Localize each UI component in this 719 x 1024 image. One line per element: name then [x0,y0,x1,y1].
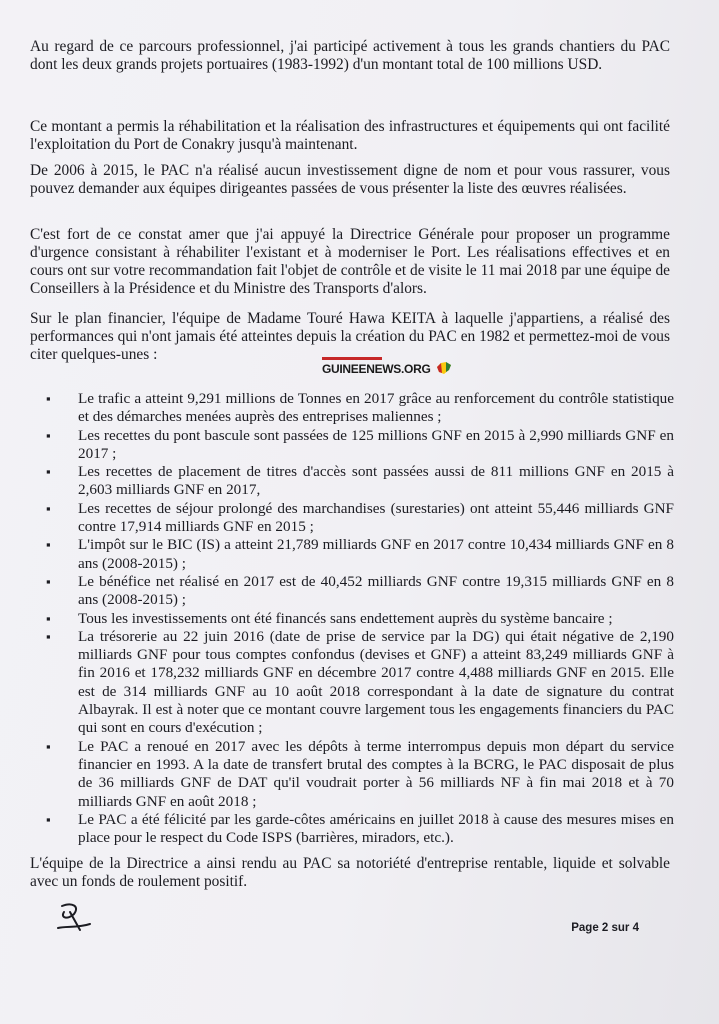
logo-text: GUINEENEWS.ORG [322,362,431,376]
paragraph-urgency-program: C'est fort de ce constat amer que j'ai appuyé la Directrice Générale pour proposer un programme d'urgence consistant à réhabiliter l'existant et à moderniser le Port. Les réalisations effectives et en cours ont sur votre recommandation fait l'objet de contrôle et de visite le 11 mai 2018 par une équipe de Conseillers à la Présidence et du Ministre des Transports d'alors. [30,226,670,297]
guinea-map-icon [436,361,452,375]
paragraph-closing: L'équipe de la Directrice a ainsi rendu au PAC sa notoriété d'entreprise rentable, liquide et solvable avec un fonds de roulement positif. [30,855,670,890]
list-item: ▪ Les recettes de placement de titres d'accès sont passées aussi de 811 millions GNF en 2015 à 2,603 milliards GNF en 2017, [44,463,674,500]
handwritten-signature [50,898,98,938]
achievements-list [44,390,674,847]
list-item: ▪ Le PAC a été félicité par les garde-côtes américains en juillet 2018 à cause des mesures mises en place pour le respect du Code ISPS (barrières, miradors, etc.). [44,811,674,848]
guineenews-logo [322,361,452,376]
list-item: ▪ Tous les investissements ont été financés sans endettement auprès du système bancaire ; [44,610,674,628]
list-item: ▪ Le trafic a atteint 9,291 millions de Tonnes en 2017 grâce au renforcement du contrôle statistique et des démarches menées auprès des entreprises maliennes ; [44,390,674,427]
paragraph-amount: Ce montant a permis la réhabilitation et la réalisation des infrastructures et équipements qui ont facilité l'exploitation du Port de Conakry jusqu'à maintenant. [30,118,670,153]
list-item: ▪ Les recettes du pont bascule sont passées de 125 millions GNF en 2015 à 2,990 milliards GNF en 2017 ; [44,427,674,464]
list-item: ▪ Les recettes de séjour prolongé des marchandises (surestaries) ont atteint 55,446 milliards GNF contre 17,914 milliards GNF en 2015 ; [44,500,674,537]
list-item: ▪ Le PAC a renoué en 2017 avec les dépôts à terme interrompus depuis mon départ du service financier en 1993. A la date de transfert brutal des comptes à la BCRG, le PAC disposait de plus de 36 milliards GNF de DAT qu'il voudrait porter à 56 milliards NF à fin mai 2018 et à 70 milliards GNF en août 2018 ; [44,738,674,811]
paragraph-2006-2015: De 2006 à 2015, le PAC n'a réalisé aucun investissement digne de nom et pour vous rassurer, vous pouvez demander aux équipes dirigeantes passées de vous présenter la liste des œuvres réalisées. [30,162,670,197]
paragraph-career: Au regard de ce parcours professionnel, j'ai participé activement à tous les grands chantiers du PAC dont les deux grands projets portuaires (1983-1992) d'un montant total de 100 millions USD. [30,38,670,73]
paragraph-financial: Sur le plan financier, l'équipe de Madame Touré Hawa KEITA à laquelle j'appartiens, a réalisé des performances qui n'ont jamais été atteintes depuis la création du PAC en 1982 et permettez-moi de vous citer quelques-unes : [30,310,670,363]
list-item: ▪ L'impôt sur le BIC (IS) a atteint 21,789 milliards GNF en 2017 contre 10,434 milliards GNF en 8 ans (2008-2015) ; [44,536,674,573]
page-number: Page 2 sur 4 [571,922,639,934]
list-item: ▪ La trésorerie au 22 juin 2016 (date de prise de service par la DG) qui était négative de 2,190 milliards GNF pour tous comptes confondus (devises et GNF) a atteint 83,249 milliards GNF à fin 2016 et 178,232 milliards GNF en décembre 2017 contre 4,488 milliards GNF en 2015. Elle est de 314 milliards GNF au 10 août 2018 correspondant à la date de signature du contrat Albayrak. Il est à noter que ce montant couvre largement tous les engagements financiers du PAC qui sont en cours d'exécution ; [44,628,674,738]
list-item: ▪ Le bénéfice net réalisé en 2017 est de 40,452 milliards GNF contre 19,315 milliards GNF en 8 ans (2008-2015) ; [44,573,674,610]
